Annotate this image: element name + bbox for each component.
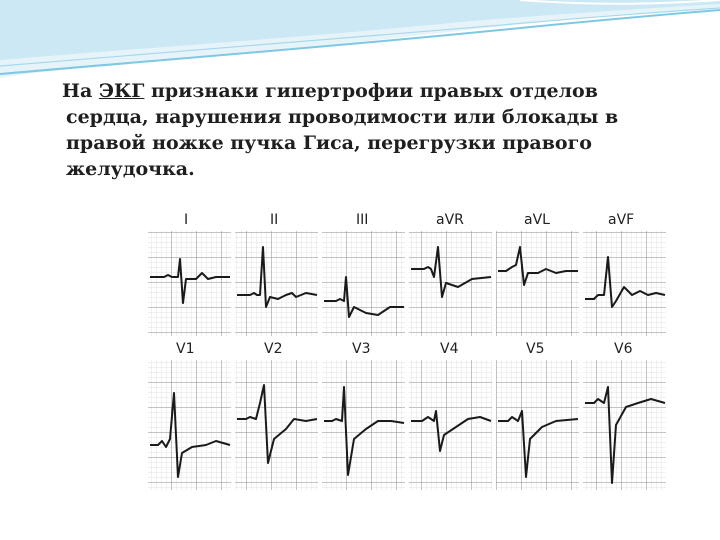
text-line-3: правой ножке пучка Гиса, перегрузки правого (66, 132, 592, 154)
lead-label-I: I (184, 212, 189, 228)
slide-body-text (62, 78, 682, 182)
lead-label-V2: V2 (264, 341, 283, 357)
ekg-link[interactable]: ЭКГ (98, 80, 145, 102)
top-wave-decoration (0, 0, 720, 90)
lead-label-V1: V1 (176, 341, 195, 357)
lead-label-V5: V5 (526, 341, 545, 357)
lead-label-III: III (356, 212, 369, 228)
lead-label-aVR: aVR (436, 212, 464, 228)
text-line-2: сердца, нарушения проводимости или блокады в (66, 106, 619, 128)
lead-label-aVL: aVL (524, 212, 550, 228)
text-line-4: желудочка. (66, 158, 195, 180)
ecg-figure (146, 207, 670, 492)
text-prefix: На (62, 80, 99, 102)
lead-label-V4: V4 (440, 341, 459, 357)
lead-label-V3: V3 (352, 341, 371, 357)
text-line-1 (62, 78, 682, 104)
lead-label-aVF: aVF (608, 212, 635, 228)
text-line-1-rest: признаки гипертрофии правых отделов (144, 80, 598, 102)
lead-label-II: II (270, 212, 279, 228)
lead-label-V6: V6 (614, 341, 633, 357)
